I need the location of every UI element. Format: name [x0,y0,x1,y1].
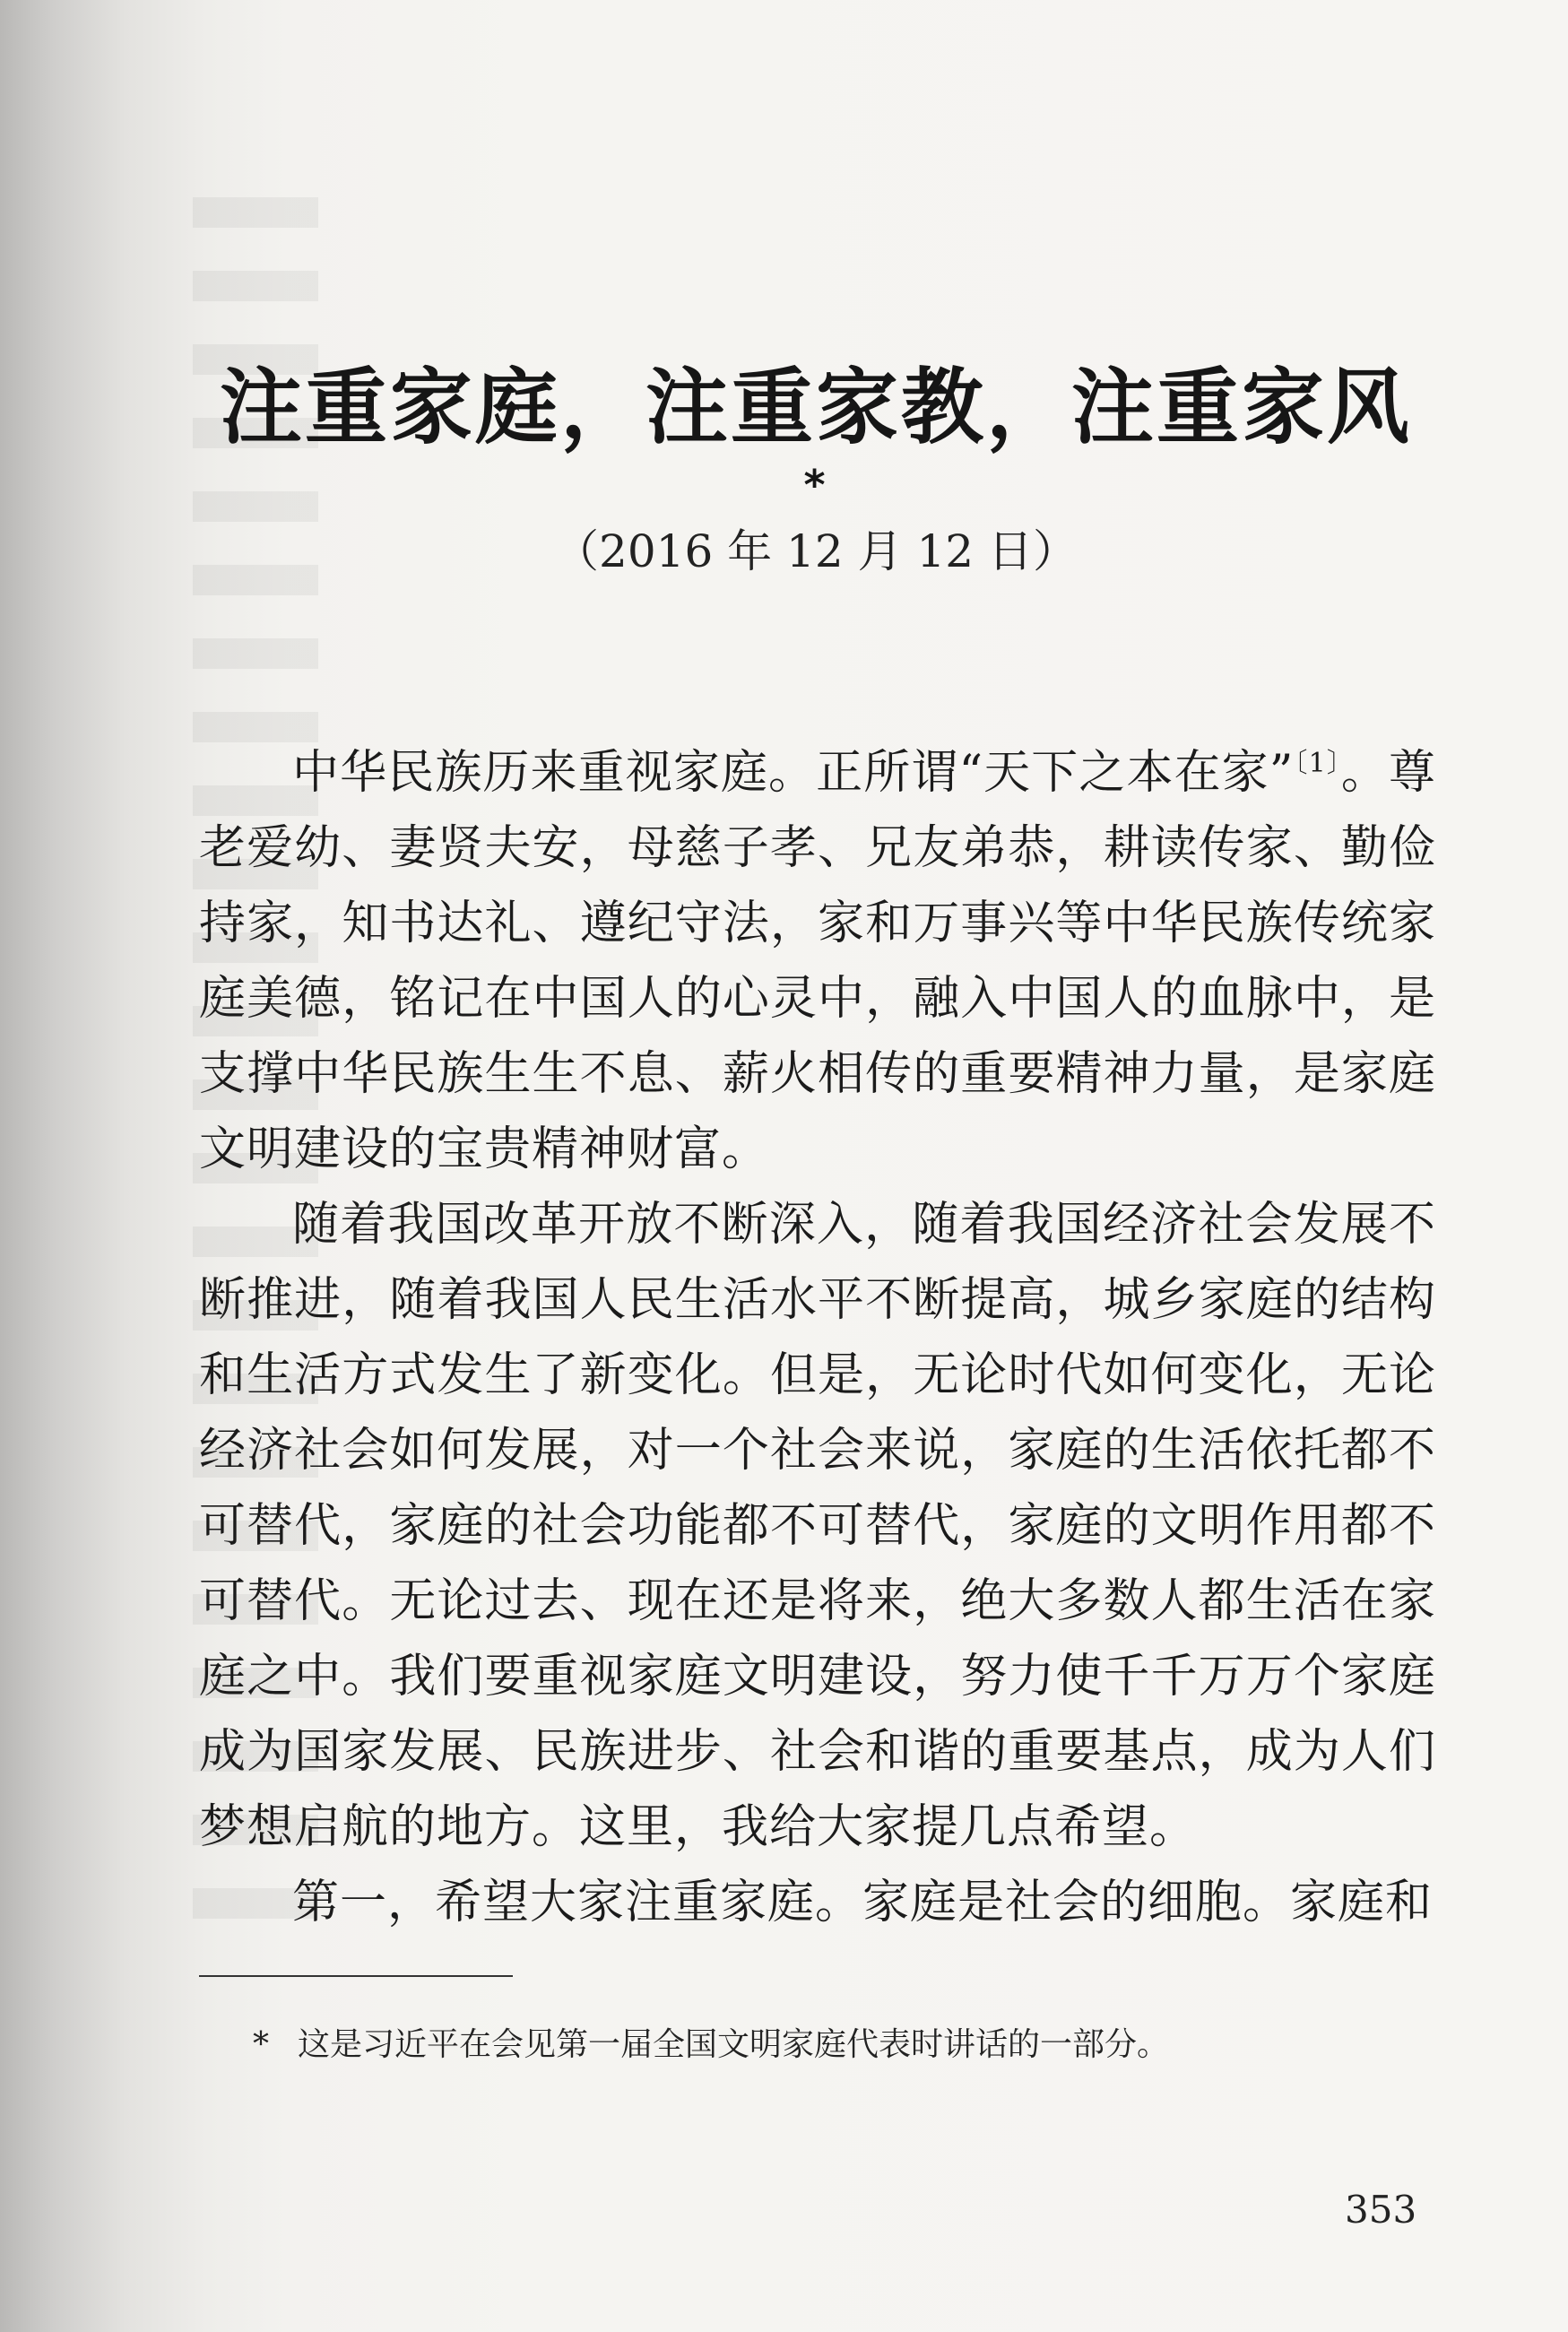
speech-date: （2016 年 12 月 12 日） [554,525,1078,577]
title-footnote-mark: * [803,461,828,510]
title-text: 注重家庭，注重家教，注重家风 [219,360,1412,455]
paragraph-3: 第一，希望大家注重家庭。家庭是社会的细胞。家庭和 [292,1876,1434,1929]
paragraph-2: 随着我国改革开放不断深入，随着我国经济社会发展不断推进，随着我国人民生活水平不断提高，城乡家庭的结构和生活方式发生了新变化。但是，无论时代如何变化，无论经济社会如何发展，对一个社会来说，家庭的生活依托都不可替代，家庭的社会功能都不可替代，家庭的文明作用都不可替代。无论过去、现在还是将来，绝大多数人都生活在家庭之中。我们要重视家庭文明建设，努力使千千万万个家庭成为国家发展、民族进步、社会和谐的重要基点，成为人们梦想启航的地方。这里，我给大家提几点希望。 [199,1198,1436,1854]
footnote [253,2019,1373,2065]
page-number: 353 [1345,2188,1417,2232]
note-reference-1: 〔1〕 [1294,748,1341,779]
paragraph-1-text-b: 。尊老爱幼、妻贤夫安，母慈子孝、兄友弟恭，耕读传家、勤俭持家，知书达礼、遵纪守法，家和万事兴等中华民族传统家庭美德，铭记在中国人的心灵中，融入中国人的血脉中，是支撑中华民族生生不息、薪火相传的重要精神力量，是家庭文明建设的宝贵精神财富。 [199,746,1436,1176]
footnote-mark: * [253,2026,269,2063]
body-text [199,735,1436,1940]
footnote-divider [199,1975,513,1977]
footnote-text: 这是习近平在会见第一届全国文明家庭代表时讲话的一部分。 [298,2026,1170,2063]
paragraph-1-text-a: 中华民族历来重视家庭。正所谓“天下之本在家” [292,746,1295,800]
paragraph-1 [199,735,1436,1187]
